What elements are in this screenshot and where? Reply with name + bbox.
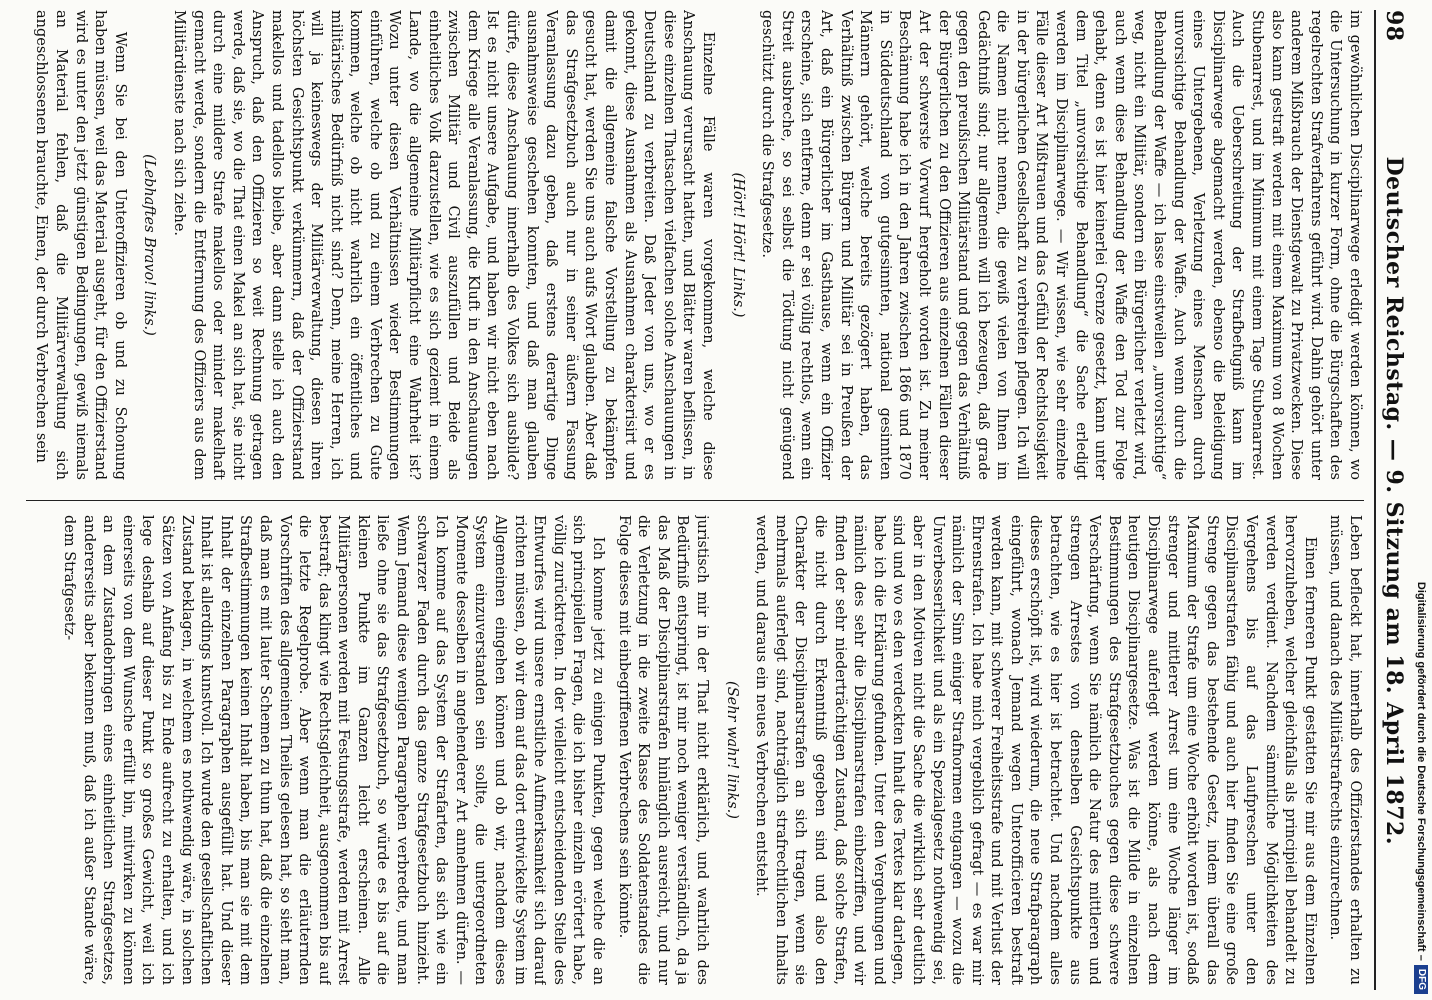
left-paragraph-3: Wenn Sie bei den Unteroffizieren ob und zu Schonung haben müssen, weil das Material ausgeht, für den Offizierstand wird es unter den jetzt günstigen Bedingungen, gewiß niemals an Material fehlen, daß die Militärverwaltung sich angeschlossenen brauchte, Einen, der durch Verbrechen sein: [33, 10, 128, 480]
header-rule: [1374, 10, 1376, 990]
left-interjection-1: (Hört! Hört! Links.): [729, 172, 746, 318]
page-header: [1378, 10, 1410, 990]
page-number: 98: [1381, 10, 1407, 42]
digitization-sidebar: [1414, 6, 1428, 994]
digitization-notice: Digitalisierung gefördert durch die Deutsche Forschungsgemeinschaft –: [1415, 581, 1427, 961]
rotated-page-content: [16, 10, 1416, 990]
left-interjection-2: (Lebhaftes Bravo! links.): [141, 154, 158, 336]
digitization-sidebar-text: [1414, 6, 1428, 994]
left-paragraph-2: Einzelne Fälle waren vorgekommen, welche diese Anschauung verursacht hatten, und Blätter waren beflissen, in diese einzelnen Thatsachen vielfachen solche Anschauungen in Deutschland zu verbreiten. Daß Jeder von uns, wo er es gekonnt, diese Ausnahmen als Ausnahmen charakterisirt und damit die allgemeine falsche Vorstellung zu bekämpfen gesucht hat, werden Sie uns auch aufs Wort glauben. Aber daß das Strafgesetzbuch auch nur in seiner äußern Fassung Veranlassung dazu geben, daß erstens derartige Dinge ausnahmsweise geschehen konnten, und daß man glauben dürfe, diese Anschauung innerhalb des Volkes sich ausbilde? Ist es nicht unsere Aufgabe, und haben wir nicht eben nach dem Kriege alle Veranlassung, die Kluft in den Anschauungen zwischen Militär und Civil auszufüllen und Beide als einheitliches Volk darzustellen, wie es sich geziemt in einem Lande, wo die allgemeine Militärpflicht eine Wahrheit ist? Wozu unter diesen Verhältnissen wieder Bestimmungen einführen, welche ob und zu einem Verbrechen zu Gute kommen, welche ob nicht wahrlich ein öffentliches und militärisches Bedürfniß nicht sind? Denn, meine Herren, ich will ja keineswegs der Militärverwaltung, diesen ihren höchsten Gesichtspunkt verkümmern, daß der Offizierstand makellos und tadellos bleibe, aber dann stelle ich auch den Anspruch, daß den Offizieren so weit Rechnung getragen werde, daß sie, wo die That einen Makel an sich hat, sie nicht durch eine mildere Strafe makellos oder minder makelhaft gemacht werde, sondern die Entfernung des Offiziers aus dem Militärdienste nach sich ziehe.: [170, 10, 716, 480]
right-paragraph-1: Leben befleckt hat, innerhalb des Offizierstandes erhalten zu müssen, und danach des Militärstrafrechts einzurechnen.: [1327, 515, 1363, 985]
dfg-logo: DFG: [1414, 965, 1428, 994]
right-paragraph-4: Ich komme jetzt zu einigen Punkten, gegen welche die an sich principiellen Fragen, die ich bisher einzeln erörtert habe, völlig zurücktreten. In der vielleicht entscheidenden Stelle des Entwurfes wird unsere ernstliche Aufmerksamkeit sich darauf richten müssen, ob wir dem auf das dort entwickelte System im Allgemeinen eingehen können und ob wir, nachdem dieses System einzuverstanden sein sollte, die untergeordneten Momente desselben in angehenderer Art annehmen dürfen. — Ich komme auf das System der Strafarten, das sich wie ein schwarzer Faden durch das ganze Strafgesetzbuch hinzieht. Wenn Jemand diese wenigen Paragraphen verbredte, und man ließe ohne sie das Strafgesetzbuch, so würde es bis auf die kleinen Punkte im Ganzen leicht erscheinen. Alle Militärpersonen werden mit Festungsstrafe, werden mit Arrest bestraft; das klingt wie Rechtsgleichheit, ausgenommen bis auf die letzte Regelprobe. Aber wenn man die erläuternden Vorschriften des allgemeinen Theiles gelesen hat, so sieht man, daß man es mit lauter Schemen zu thun hat, daß die einzelnen Strafbestimmungen keinen Inhalt haben, bis man sie mit dem Inhalt der einzelnen Paragraphen ausgefüllt hat. Und dieser Inhalt ist allerdings kunstvoll. Ich wurde den gesellschaftlichen Zustand beklagen, in welchem es nothwendig wäre, in solchen Sätzen von Anfang bis zu Ende aufrecht zu erhalten, und ich lege deshalb auf dieser Punkt so großes Gewicht, weil ich einerseits von dem Wunsche erfüllt bin, mitwirken zu können an dem Zustandebringen eines einheitlichen Strafgesetzes, andererseits aber bekennen muß, daß ich außer Stande wäre, dem Strafgesetz-: [61, 515, 607, 985]
left-column: [26, 10, 1364, 480]
right-paragraph-3: juristisch mir in der That nicht erklärlich, und wahrlich des Bedürfniß entspringt, ist mir noch weniger verständlich, da ja das Maß der Disciplinarstrafen hinlänglich ausreicht, und nur die Verletzung in die zweite Klasse des Soldatenstandes die Folge dieses mit einbegriffenen Verbrechens sein könnte.: [615, 515, 710, 985]
right-column: [26, 515, 1364, 985]
page-title: Deutscher Reichstag. — 9. Sitzung am 18. April 1872.: [1381, 156, 1407, 846]
column-divider: [26, 500, 1364, 501]
right-interjection-1: (Sehr wahr! links.): [723, 681, 740, 819]
left-paragraph-1: im gewöhnlichen Disciplinarwege erledigt werden können, wo die Untersuchung in kurzer Form, ohne die Bürgschaften des regelrechten Strafverfahrens geführt wird. Dahin gehört unter anderem Mißbrauch der Dienstgewalt zu Privatzwecken. Diese also kann gestraft werden mit einem Maximum von 8 Wochen Stubenarrest, und im Minimum mit einem Tage Stubenarrest. Auch die Ueberschreitung der Strafbefugniß kann im Disciplinarwege abgemacht werden, ebenso die Beleidigung eines Untergebenen, Verletzung eines Menschen durch unvorsichtige Behandlung der Waffe. Auch wenn durch die Behandlung der Waffe — ich lasse einstweilen „unvorsichtige“ weg, nicht ein Militär, sondern ein Bürgerlicher verletzt wird, auch wenn diese Behandlung der Waffe den Tod zur Folge gehabt, denn es ist hier keinerlei Grenze gesetzt, kann unter dem Titel „unvorsichtige Behandlung“ die Sache erledigt werden im Disciplinarwege. — Wir wissen, wie sehr einzelne Fälle dieser Art Mißtrauen und das Gefühl der Rechtslosigkeit in der bürgerlichen Gesellschaft zu verbreiten pflegen. Ich will die Namen nicht nennen, die gewiß vielen von Ihnen im Gedächtniß sind; nur allgemein will ich bezeugen, daß grade gegen den preußischen Militärstand und gegen das Verhältniß der Bürgerlichen zu den Offizieren aus einzelnen Fällen dieser Art der schwerste Vorwurf hergeholt worden ist. Zu meiner Beschämung habe ich in den Jahren zwischen 1866 und 1870 in Süddeutschland von gutgesinnten, national gesinnten Männern gehört, welche bereits gezögert haben, das Verhältniß zwischen Bürgern und Militär sei in Preußen der Art, daß ein Bürgerlicher im Gasthause, wenn ein Offizier erscheine, sich entferne, denn er sei völlig rechtlos, wenn ein Streit ausbreche, so sei selbst die Tödtung nicht genügend geschützt durch die Strafgesetze.: [759, 10, 1363, 480]
right-paragraph-2: Einen ferneren Punkt gestatten Sie mir aus dem Einzelnen hervorzuheben, welcher gleichfalls als principiell behandelt zu werden verdient. Nachdem sämmtliche Möglichkeiten des Vergehens bis auf das Laufpreschen unter den Disciplinarstrafen fähig und auch hier finden Sie eine große Strenge gegen das bestehende Gesetz, indem überall das Maximum der Strafe um eine Woche erhöht worden ist, sodaß strenger und mittlerer Arrest um eine Woche länger im Disciplinarwege auferlegt werden könne, als nach dem heutigen Disciplinargesetze. Was ist die Milde in einzelnen Bestimmungen des Strafgesetzbuches gegen diese schwere Verschärfung, wenn Sie nämlich die Natur des mittleren und strengen Arrestes von denselben Gesichtspunkte aus betrachten, wie es hier ist betrachtet. Und nachdem alles dieses erschöpft ist, wird wiederum, die neue Strafparagraph eingeführt, wonach Jemand wegen Unterofficieren bestraft werden kann, mit schwerer Freiheitsstrafe und mit Verlust der Ehrenstrafen. Ich habe mich vergeblich gefragt — es war mir nämlich der Sinn einiger Strafnormen entgangen — wozu die Unverbesserlichkeit und als ein Spezialgesetz nothwendig sei, aber in den Motiven nicht die Sache die wirklich sehr deutlich sind und wo es den verdeckten Inhalt des Textes klar darlegen, habe ich die Erklärung gefunden. Unter den Vergehungen und nämlich des sehr die Disciplinarstrafen einbezriffen, und wir finden der sehr niederträchtigen Zustand, daß solche Strafen, die nicht durch Erkenntniß gegeben sind und also den Charakter der Disciplinarstrafen an sich tragen, wenn sie mehrmals auferlegt sind, nachträglich strafrechtlichen Inhalts werden, und daraus ein neues Verbrechen entsteht.: [753, 515, 1318, 985]
